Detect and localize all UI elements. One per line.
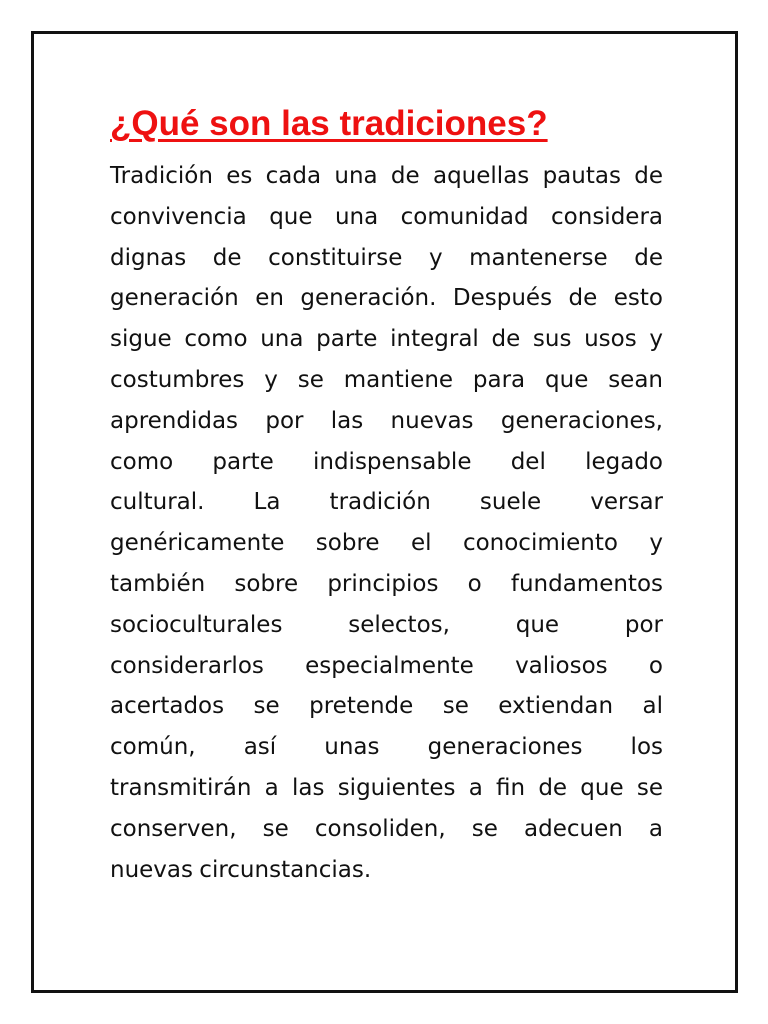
paragraph-line: transmitirán a las siguientes a fin de que se bbox=[110, 774, 663, 801]
paragraph-line: conserven, se consoliden, se adecuen a bbox=[110, 815, 663, 842]
paragraph-line: dignas de constituirse y mantenerse de bbox=[110, 244, 663, 271]
paragraph-line: costumbres y se mantiene para que sean bbox=[110, 366, 663, 393]
paragraph-line: nuevas circunstancias. bbox=[110, 856, 372, 883]
paragraph-line: generación en generación. Después de esto bbox=[110, 285, 663, 312]
paragraph-line: socioculturales selectos, que por bbox=[110, 611, 663, 638]
paragraph-line: considerarlos especialmente valiosos o bbox=[110, 652, 663, 679]
paragraph-line: genéricamente sobre el conocimiento y bbox=[110, 530, 663, 557]
paragraph-line: convivencia que una comunidad considera bbox=[110, 203, 663, 230]
paragraph-line: también sobre principios o fundamentos bbox=[110, 570, 663, 597]
paragraph-line: sigue como una parte integral de sus usos y bbox=[110, 326, 663, 353]
paragraph-line: aprendidas por las nuevas generaciones, bbox=[110, 407, 663, 434]
paragraph-line: Tradición es cada una de aquellas pautas de bbox=[110, 163, 663, 189]
paragraph-line: cultural. La tradición suele versar bbox=[110, 489, 663, 516]
document-content bbox=[110, 102, 663, 890]
document-title: ¿Qué son las tradiciones? bbox=[110, 104, 548, 143]
paragraph-line: acertados se pretende se extiendan al bbox=[110, 693, 663, 720]
paragraph-line: como parte indispensable del legado bbox=[110, 448, 663, 475]
page-frame bbox=[31, 31, 738, 993]
body-paragraph bbox=[110, 156, 663, 890]
paragraph-line: común, así unas generaciones los bbox=[110, 734, 663, 761]
